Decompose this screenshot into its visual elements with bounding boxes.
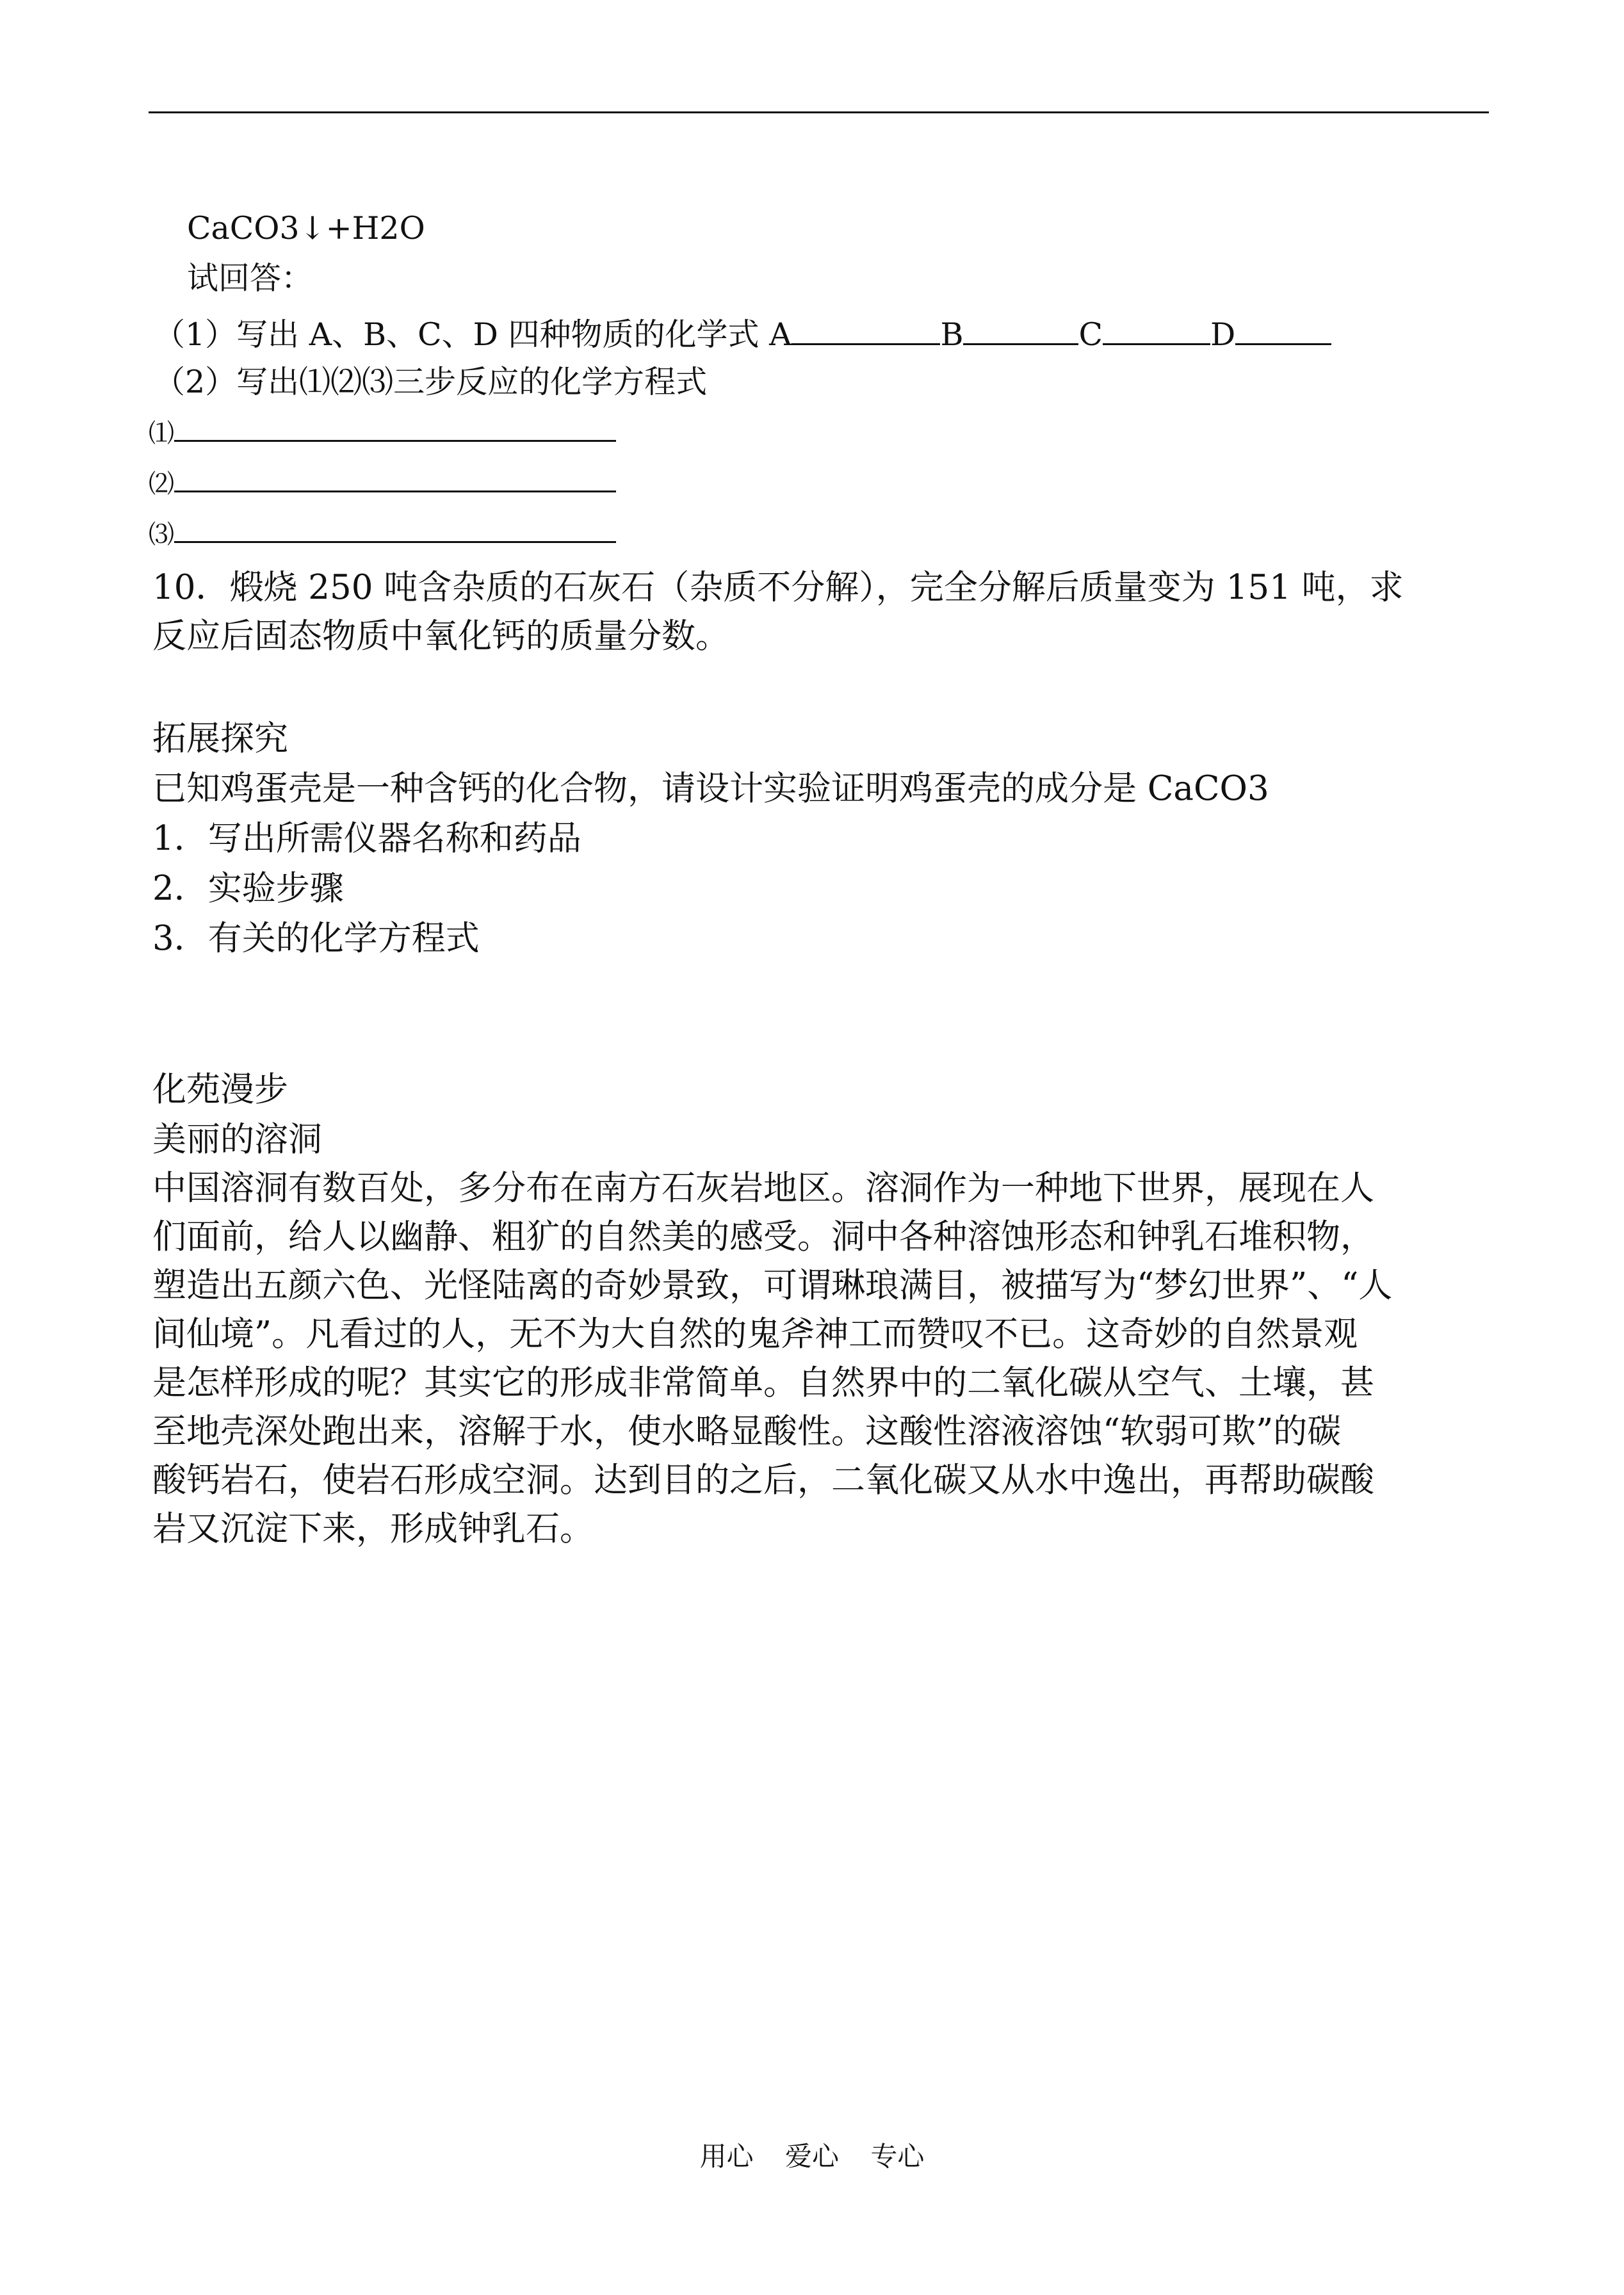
- reading-article-body: [152, 1164, 1491, 1553]
- reading-section-title: 化苑漫步: [152, 1070, 288, 1109]
- label-b: B: [940, 316, 964, 353]
- equation-row-2: [149, 464, 616, 504]
- header-rule: [149, 111, 1489, 113]
- article-line: 岩又沉淀下来，形成钟乳石。: [152, 1509, 594, 1548]
- article-line: 是怎样形成的呢？其实它的形成非常简单。自然界中的二氧化碳从空气、土壤，甚: [152, 1363, 1374, 1402]
- answer-blank-a[interactable]: [792, 312, 940, 345]
- extension-item-2: 2．实验步骤: [152, 869, 344, 908]
- article-line: 中国溶洞有数百处，多分布在南方石灰岩地区。溶洞作为一种地下世界，展现在人: [152, 1169, 1374, 1208]
- article-line: 们面前，给人以幽静、粗犷的自然美的感受。洞中各种溶蚀形态和钟乳石堆积物，: [152, 1217, 1374, 1256]
- equation-blank-2[interactable]: [174, 466, 616, 492]
- extension-item-1: 1．写出所需仪器名称和药品: [152, 819, 581, 858]
- equation-row-3: [149, 515, 616, 555]
- answer-blank-d[interactable]: [1235, 312, 1331, 345]
- reaction-tail: CaCO3↓+H2O: [187, 210, 425, 247]
- question-1: [154, 312, 1331, 352]
- equation-blank-3[interactable]: [174, 517, 616, 543]
- extension-item-3: 3．有关的化学方程式: [152, 919, 480, 958]
- extension-intro: 已知鸡蛋壳是一种含钙的化合物，请设计实验证明鸡蛋壳的成分是 CaCO3: [152, 769, 1269, 808]
- question-10-line-1: 10．煅烧 250 吨含杂质的石灰石（杂质不分解），完全分解后质量变为 151 吨，求: [152, 568, 1404, 607]
- question-2: （2）写出⑴⑵⑶三步反应的化学方程式: [154, 364, 708, 400]
- question-10-line-2: 反应后固态物质中氧化钙的质量分数。: [152, 617, 729, 656]
- answer-blank-b[interactable]: [963, 312, 1078, 345]
- equation-label-3: ⑶: [149, 520, 174, 549]
- article-line: 至地壳深处跑出来，溶解于水，使水略显酸性。这酸性溶液溶蚀“软弱可欺”的碳: [152, 1412, 1342, 1451]
- article-line: 酸钙岩石，使岩石形成空洞。达到目的之后，二氧化碳又从水中逸出，再帮助碳酸: [152, 1461, 1374, 1500]
- question-1-text: （1）写出 A、B、C、D 四种物质的化学式 A: [154, 316, 792, 353]
- equation-row-1: [149, 414, 616, 453]
- page-footer: 用心 爱心 专心: [699, 2141, 925, 2172]
- reading-article-title: 美丽的溶洞: [152, 1120, 322, 1159]
- equation-label-2: ⑵: [149, 469, 174, 499]
- question-10: [152, 564, 1491, 661]
- label-d: D: [1210, 316, 1236, 353]
- equation-label-1: ⑴: [149, 419, 174, 448]
- equation-blank-1[interactable]: [174, 416, 616, 442]
- extension-title: 拓展探究: [152, 719, 288, 758]
- article-line: 塑造出五颜六色、光怪陆离的奇妙景致，可谓琳琅满目，被描写为“梦幻世界”、“人: [152, 1266, 1393, 1305]
- article-line: 间仙境”。凡看过的人，无不为大自然的鬼斧神工而赞叹不已。这奇妙的自然景观: [152, 1315, 1358, 1354]
- answer-blank-c[interactable]: [1103, 312, 1210, 345]
- label-c: C: [1078, 316, 1103, 353]
- answer-prompt: 试回答：: [187, 260, 313, 296]
